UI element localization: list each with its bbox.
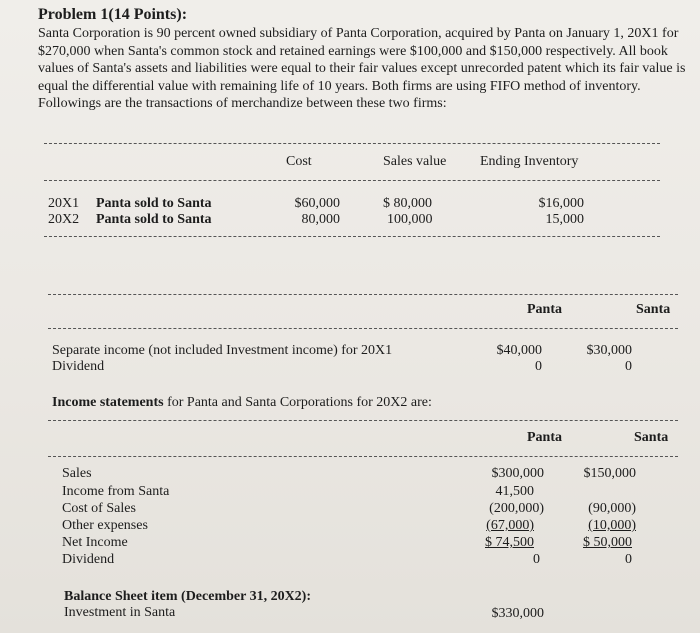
income-row-panta: (200,000) (489, 501, 544, 516)
income-heading-rest: for Panta and Santa Corporations for 20X2 are: (163, 395, 432, 410)
transaction-desc: Panta sold to Santa (96, 212, 212, 227)
income-row-panta: $ 74,500 (485, 535, 534, 550)
income-row-panta: (67,000) (486, 518, 534, 533)
separate-income-panta: $40,000 (496, 343, 542, 358)
income-row-label: Other expenses (62, 518, 148, 533)
balance-sheet-heading: Balance Sheet item (December 31, 20X2): (64, 589, 312, 604)
transaction-cost: $60,000 (294, 196, 340, 211)
table-divider (48, 294, 678, 295)
income-row-label: Sales (62, 466, 92, 481)
transaction-cost: 80,000 (301, 212, 340, 227)
header-ending-inventory: Ending Inventory (480, 154, 579, 169)
separate-income-label: Separate income (not included Investment income) for 20X1 (52, 343, 393, 358)
table-divider (44, 143, 660, 144)
separate-income-santa: $30,000 (586, 343, 632, 358)
income-row-label: Income from Santa (62, 484, 170, 499)
problem-title: Problem 1(14 Points): (38, 6, 188, 23)
dividend-santa: 0 (625, 359, 632, 374)
table-divider (48, 328, 678, 329)
header-cost: Cost (286, 154, 312, 169)
table-divider (44, 236, 660, 237)
income-row-label: Dividend (62, 552, 115, 567)
transaction-ending: $16,000 (538, 196, 584, 211)
transaction-year: 20X1 (48, 196, 80, 211)
income-row-panta: 0 (533, 552, 540, 567)
income-row-santa: 0 (625, 552, 632, 567)
table-divider (48, 456, 678, 457)
income-row-santa: (90,000) (588, 501, 636, 516)
dividend-label: Dividend (52, 359, 105, 374)
header-santa: Santa (634, 430, 669, 445)
income-row-panta: $300,000 (491, 466, 544, 481)
transaction-sales: 100,000 (387, 212, 433, 227)
income-statements-heading (52, 395, 432, 411)
income-row-santa: $ 50,000 (583, 535, 632, 550)
header-sales-value: Sales value (383, 154, 447, 169)
header-panta: Panta (527, 430, 562, 445)
header-santa: Santa (636, 302, 671, 317)
investment-label: Investment in Santa (64, 605, 176, 620)
income-row-santa: $150,000 (583, 466, 636, 481)
table-divider (44, 180, 660, 181)
income-row-panta: 41,500 (495, 484, 534, 499)
table-divider (48, 420, 678, 421)
transaction-desc: Panta sold to Santa (96, 196, 212, 211)
income-row-label: Cost of Sales (62, 501, 136, 516)
problem-paragraph: Santa Corporation is 90 percent owned subsidiary of Panta Corporation, acquired by Panta on January 1, 20X1 for $270,000 when Santa's common stock and retained earnings were $100,000 and $150,000 respectively. All book values of Santa's assets and liabilities were equal to their fair values except unrecorded patent which its fair value is equal the differential value with remaining life of 10 years. Both firms are using FIFO method of inventory. Followings are the transactions of merchandize between these two firms: (38, 26, 686, 111)
transaction-ending: 15,000 (545, 212, 584, 227)
investment-panta: $330,000 (491, 606, 544, 621)
transaction-year: 20X2 (48, 212, 80, 227)
dividend-panta: 0 (535, 359, 542, 374)
income-heading-bold: Income statements (52, 395, 164, 410)
income-row-label: Net Income (62, 535, 128, 550)
income-row-santa: (10,000) (588, 518, 636, 533)
transaction-sales: $ 80,000 (383, 196, 432, 211)
header-panta: Panta (527, 302, 562, 317)
